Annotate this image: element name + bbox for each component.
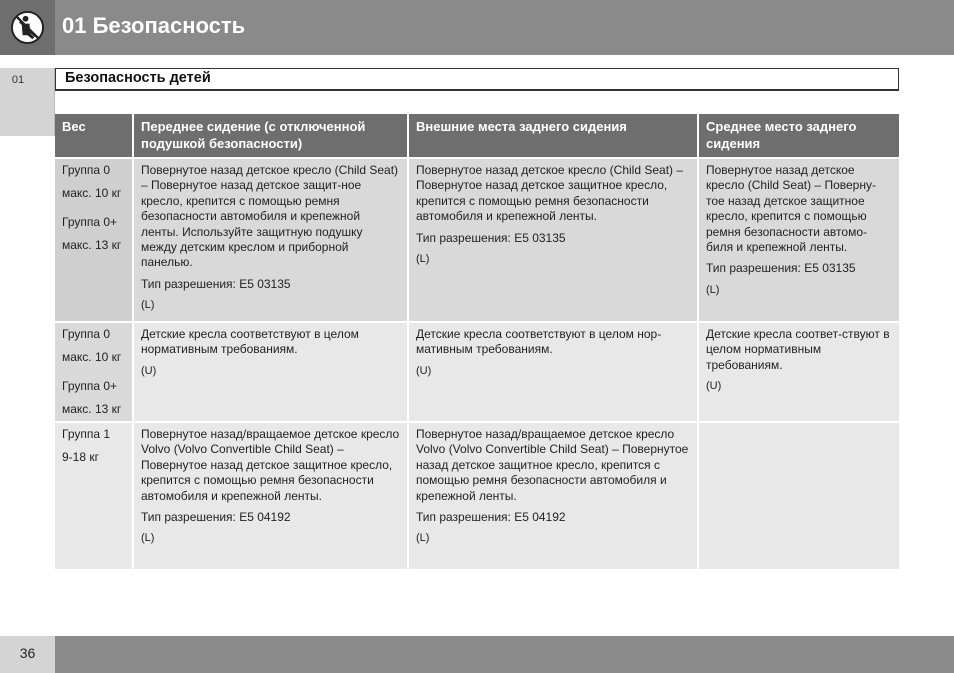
seat-description: Детские кресла соответствуют в целом нор-мативным требованиям. [416,327,662,357]
weight-limit: макс. 10 кг [62,350,122,365]
table-row [55,323,899,421]
category-code: (L) [706,283,720,296]
seat-description: Повернутое назад/вращаемое детское кресло Volvo (Volvo Convertible Child Seat) – Повернутое назад детское защитное кресло, крепится с помощью ремня безопасности автомобиля и крепежной ленты. [416,427,689,503]
approval-type: Тип разрешения: E5 04192 [141,510,291,525]
approval-type: Тип разрешения: E5 03135 [416,230,566,245]
chapter-tab-label: 01 [11,74,25,86]
category-code: (L) [416,253,430,266]
rear-outer-cell [409,159,699,321]
approval-type: Тип разрешения: E5 04192 [416,510,566,525]
weight-limit: макс. 13 кг [62,402,122,417]
page-title: 01 Безопасность [62,13,246,38]
front-seat-cell [134,423,409,569]
approval-type: Тип разрешения: E5 03135 [141,276,291,291]
rear-middle-cell [699,423,899,569]
table-header-row [55,114,899,157]
weight-group: Группа 0+ [62,214,118,229]
category-code: (L) [141,299,155,312]
weight-cell [55,323,134,421]
seat-description: Детские кресла соответствуют в целом нормативным требованиям. [141,327,359,357]
weight-group: Группа 1 [62,427,111,441]
table-row [55,159,899,321]
category-code: (U) [706,380,722,393]
section-title: Безопасность детей [55,68,899,91]
approval-type: Тип разрешения: E5 03135 [706,261,856,276]
front-seat-cell [134,323,409,421]
category-code: (L) [416,532,430,545]
category-code: (U) [141,364,157,377]
category-code: (L) [141,532,155,545]
table-row [55,423,899,569]
weight-limit: макс. 13 кг [62,238,122,253]
weight-cell [55,159,134,321]
rear-middle-cell [699,323,899,421]
header-front-seat: Переднее сидение (с отключенной подушкой безопасности) [134,114,409,157]
rear-outer-cell [409,423,699,569]
seat-description: Повернутое назад детское кресло (Child Seat) – Повернутое назад детское защитное кресло, крепится с помощью ремня безопасности автомобиля и крепежной ленты. [416,163,684,224]
page-number: 36 [19,645,36,661]
weight-group: Группа 0 [62,327,111,341]
page-header [0,0,954,55]
child-seat-table [55,114,899,569]
seat-description: Повернутое назад/вращаемое детское кресло Volvo (Volvo Convertible Child Seat) – Повернутое назад детское защитное кресло, крепится с помощью ремня безопасности автомобиля и крепежной ленты. [141,427,400,503]
header-rear-middle: Среднее место заднего сидения [699,114,899,157]
page-number-box [0,636,55,673]
seat-description: Детские кресла соответ-ствуют в целом нормативным требованиям. [706,327,890,372]
weight-limit: 9-18 кг [62,450,99,465]
header-icon-box [0,0,55,55]
weight-limit: макс. 10 кг [62,186,122,201]
rear-outer-cell [409,323,699,421]
seat-description: Повернутое назад детское кресло (Child Seat) – Поверну-тое назад детское защитное кресло, крепится с помощью ремня безопасности автомо-биля и крепежной ленты. [706,163,876,255]
category-code: (U) [416,364,432,377]
weight-group: Группа 0+ [62,378,118,393]
page-footer [0,636,954,673]
front-seat-cell [134,159,409,321]
seatbelt-warning-icon [10,10,45,45]
chapter-tab [0,68,55,136]
seat-description: Повернутое назад детское кресло (Child Seat) – Повернутое назад детское защит-ное кресло, крепится с помощью ремня безопасности автомобиля и крепежной ленты. Используйте защитную подушку между детским креслом и приборной панелью. [141,163,399,270]
header-weight: Вес [55,114,134,157]
header-rear-outer: Внешние места заднего сидения [409,114,699,157]
rear-middle-cell [699,159,899,321]
weight-group: Группа 0 [62,163,111,177]
weight-cell [55,423,134,569]
